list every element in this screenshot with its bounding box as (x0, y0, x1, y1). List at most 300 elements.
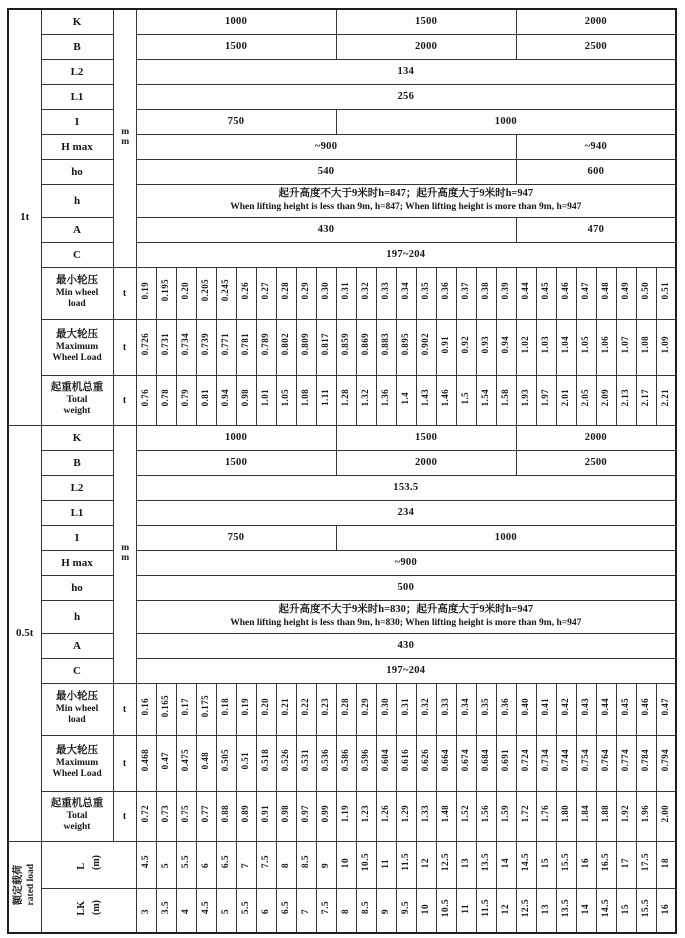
span-L-value: 5.5 (176, 841, 196, 888)
min-wheel-load-value: 0.205 (196, 267, 216, 319)
max-wheel-load-value: 0.771 (216, 319, 236, 375)
min-wheel-load-value: 0.49 (616, 267, 636, 319)
total-weight-value: 0.77 (196, 791, 216, 841)
table-row (8, 84, 676, 109)
span-LK-value: 10 (416, 888, 436, 933)
min-wheel-load-value: 0.48 (596, 267, 616, 319)
span-LK-value: 6.5 (276, 888, 296, 933)
row-label-max-wheel-load: 最大轮压 Maximum Wheel Load (41, 319, 113, 375)
table-row (8, 600, 676, 633)
total-weight-value: 1.28 (336, 375, 356, 425)
row-label-B: B (41, 450, 113, 475)
total-weight-value: 1.32 (356, 375, 376, 425)
max-wheel-load-value: 0.734 (536, 735, 556, 791)
max-wheel-load-value: 0.754 (576, 735, 596, 791)
row-label-L1: L1 (41, 84, 113, 109)
row-label-Hmax: H max (41, 134, 113, 159)
table-row (8, 525, 676, 550)
span-LK-value: 9.5 (396, 888, 416, 933)
span-LK-value: 7 (296, 888, 316, 933)
total-weight-value: 1.33 (416, 791, 436, 841)
dim-I-value: 1000 (336, 109, 676, 134)
row-label-total-weight: 起重机总重 Total weight (41, 791, 113, 841)
total-weight-value: 1.52 (456, 791, 476, 841)
total-weight-value: 1.05 (276, 375, 296, 425)
total-weight-value: 1.4 (396, 375, 416, 425)
max-wheel-load-value: 1.03 (536, 319, 556, 375)
max-wheel-load-value: 0.616 (396, 735, 416, 791)
dim-ho-value: 500 (136, 575, 676, 600)
dim-K-value: 1500 (336, 425, 516, 450)
total-weight-value: 0.99 (316, 791, 336, 841)
span-L-value: 18 (656, 841, 676, 888)
span-L-value: 8.5 (296, 841, 316, 888)
dim-C-value: 197~204 (136, 658, 676, 683)
max-wheel-load-value: 0.596 (356, 735, 376, 791)
max-wheel-load-value: 0.883 (376, 319, 396, 375)
dim-A-value: 430 (136, 217, 516, 242)
unit-t: t (113, 683, 136, 735)
total-weight-value: 1.43 (416, 375, 436, 425)
total-weight-value: 0.72 (136, 791, 156, 841)
total-weight-value: 0.75 (176, 791, 196, 841)
span-L-value: 12.5 (436, 841, 456, 888)
row-label-span-L: L (m) (41, 841, 136, 888)
max-wheel-load-value: 1.02 (516, 319, 536, 375)
max-wheel-load-value: 0.802 (276, 319, 296, 375)
span-LK-value: 15.5 (636, 888, 656, 933)
total-weight-value: 1.46 (436, 375, 456, 425)
dim-K-value: 2000 (516, 425, 676, 450)
lifting-height-note-cn: 起升高度不大于9米时h=830；起升高度大于9米时h=947 (278, 604, 534, 615)
unit-t: t (113, 791, 136, 841)
min-wheel-load-value: 0.19 (236, 683, 256, 735)
row-label-A: A (41, 633, 113, 658)
min-wheel-load-value: 0.28 (276, 267, 296, 319)
row-label-h: h (41, 184, 113, 217)
min-wheel-load-value: 0.34 (456, 683, 476, 735)
max-wheel-load-value: 0.817 (316, 319, 336, 375)
dim-K-value: 1500 (336, 9, 516, 34)
max-wheel-load-value: 0.51 (236, 735, 256, 791)
total-weight-value: 1.72 (516, 791, 536, 841)
lifting-height-note-en: When lifting height is less than 9m, h=830; When lifting height is more than 9m, h=947 (230, 618, 582, 629)
span-L-value: 6.5 (216, 841, 236, 888)
row-label-I: I (41, 525, 113, 550)
dim-C-value: 197~204 (136, 242, 676, 267)
min-wheel-load-value: 0.32 (356, 267, 376, 319)
unit-t: t (113, 319, 136, 375)
table-row (8, 475, 676, 500)
span-LK-value: 14.5 (596, 888, 616, 933)
unit-mm: mm (113, 9, 136, 267)
table-row (8, 888, 676, 933)
min-wheel-load-value: 0.29 (356, 683, 376, 735)
min-wheel-load-value: 0.31 (396, 683, 416, 735)
dim-ho-value: 540 (136, 159, 516, 184)
span-LK-value: 3.5 (156, 888, 176, 933)
span-L-value: 14 (496, 841, 516, 888)
max-wheel-load-value: 0.531 (296, 735, 316, 791)
span-L-value: 6 (196, 841, 216, 888)
max-wheel-load-value: 0.764 (596, 735, 616, 791)
dim-L2-value: 134 (136, 59, 676, 84)
total-weight-value: 1.59 (496, 791, 516, 841)
span-L-value: 17 (616, 841, 636, 888)
min-wheel-load-value: 0.195 (156, 267, 176, 319)
min-wheel-load-value: 0.30 (376, 683, 396, 735)
span-LK-value: 13 (536, 888, 556, 933)
min-wheel-load-value: 0.37 (456, 267, 476, 319)
dim-B-value: 1500 (136, 34, 336, 59)
min-wheel-load-value: 0.175 (196, 683, 216, 735)
row-label-ho: ho (41, 159, 113, 184)
total-weight-value: 1.84 (576, 791, 596, 841)
unit-t: t (113, 735, 136, 791)
row-label-C: C (41, 242, 113, 267)
row-label-I: I (41, 109, 113, 134)
span-L-value: 11 (376, 841, 396, 888)
max-wheel-load-value: 0.475 (176, 735, 196, 791)
min-wheel-load-value: 0.33 (376, 267, 396, 319)
span-LK-value: 3 (136, 888, 156, 933)
dim-I-value: 1000 (336, 525, 676, 550)
span-L-value: 12 (416, 841, 436, 888)
table-row (8, 658, 676, 683)
min-wheel-load-value: 0.16 (136, 683, 156, 735)
min-wheel-load-value: 0.36 (436, 267, 456, 319)
span-LK-value: 11 (456, 888, 476, 933)
total-weight-value: 1.93 (516, 375, 536, 425)
table-row (8, 683, 676, 735)
total-weight-value: 1.01 (256, 375, 276, 425)
unit-t: t (113, 267, 136, 319)
max-wheel-load-value: 0.664 (436, 735, 456, 791)
total-weight-value: 1.54 (476, 375, 496, 425)
table-row (8, 242, 676, 267)
span-L-value: 13.5 (476, 841, 496, 888)
total-weight-value: 1.92 (616, 791, 636, 841)
span-LK-value: 12 (496, 888, 516, 933)
span-LK-value: 16 (656, 888, 676, 933)
min-wheel-load-value: 0.29 (296, 267, 316, 319)
total-weight-value: 1.48 (436, 791, 456, 841)
max-wheel-load-value: 0.526 (276, 735, 296, 791)
min-wheel-load-value: 0.245 (216, 267, 236, 319)
span-L-value: 15.5 (556, 841, 576, 888)
max-wheel-load-value: 0.518 (256, 735, 276, 791)
min-wheel-load-value: 0.30 (316, 267, 336, 319)
total-weight-value: 0.73 (156, 791, 176, 841)
dim-Hmax-value: ~900 (136, 134, 516, 159)
span-LK-value: 11.5 (476, 888, 496, 933)
row-label-K: K (41, 425, 113, 450)
dim-A-value: 470 (516, 217, 676, 242)
min-wheel-load-value: 0.18 (216, 683, 236, 735)
max-wheel-load-value: 1.08 (636, 319, 656, 375)
span-LK-value: 15 (616, 888, 636, 933)
span-LK-value: 4 (176, 888, 196, 933)
min-wheel-load-value: 0.28 (336, 683, 356, 735)
min-wheel-load-value: 0.46 (556, 267, 576, 319)
total-weight-value: 2.05 (576, 375, 596, 425)
total-weight-value: 2.00 (656, 791, 676, 841)
max-wheel-load-value: 0.92 (456, 319, 476, 375)
span-L-value: 10.5 (356, 841, 376, 888)
max-wheel-load-value: 0.784 (636, 735, 656, 791)
total-weight-value: 0.76 (136, 375, 156, 425)
table-row (8, 109, 676, 134)
span-LK-value: 5 (216, 888, 236, 933)
dim-K-value: 1000 (136, 9, 336, 34)
dim-Hmax-value: ~940 (516, 134, 676, 159)
row-label-L2: L2 (41, 475, 113, 500)
total-weight-value: 0.78 (156, 375, 176, 425)
max-wheel-load-value: 0.684 (476, 735, 496, 791)
min-wheel-load-value: 0.38 (476, 267, 496, 319)
rated-load-05t: 0.5t (8, 425, 41, 841)
lifting-height-note-cn: 起升高度不大于9米时h=847；起升高度大于9米时h=947 (278, 188, 534, 199)
span-LK-value: 7.5 (316, 888, 336, 933)
row-label-span-LK: LK (m) (41, 888, 136, 933)
min-wheel-load-value: 0.36 (496, 683, 516, 735)
max-wheel-load-value: 0.739 (196, 319, 216, 375)
max-wheel-load-value: 0.895 (396, 319, 416, 375)
span-L-value: 7 (236, 841, 256, 888)
row-label-max-wheel-load: 最大轮压 Maximum Wheel Load (41, 735, 113, 791)
span-L-value: 4.5 (136, 841, 156, 888)
lifting-height-note (136, 184, 676, 217)
max-wheel-load-value: 0.604 (376, 735, 396, 791)
min-wheel-load-value: 0.45 (616, 683, 636, 735)
total-weight-value: 0.98 (236, 375, 256, 425)
min-wheel-load-value: 0.32 (416, 683, 436, 735)
min-wheel-load-value: 0.35 (476, 683, 496, 735)
table-row (8, 575, 676, 600)
span-LK-value: 5.5 (236, 888, 256, 933)
table-row (8, 159, 676, 184)
total-weight-value: 0.88 (216, 791, 236, 841)
row-label-C: C (41, 658, 113, 683)
rated-load-header: 额定载荷 rated load (8, 841, 41, 933)
span-L-value: 5 (156, 841, 176, 888)
row-label-ho: ho (41, 575, 113, 600)
table-row (8, 735, 676, 791)
table-row (8, 450, 676, 475)
dim-ho-value: 600 (516, 159, 676, 184)
dim-I-value: 750 (136, 109, 336, 134)
total-weight-value: 1.56 (476, 791, 496, 841)
min-wheel-load-value: 0.20 (256, 683, 276, 735)
span-LK-value: 4.5 (196, 888, 216, 933)
total-weight-value: 1.5 (456, 375, 476, 425)
max-wheel-load-value: 0.726 (136, 319, 156, 375)
max-wheel-load-value: 0.794 (656, 735, 676, 791)
span-L-value: 9 (316, 841, 336, 888)
dim-L2-value: 153.5 (136, 475, 676, 500)
max-wheel-load-value: 0.674 (456, 735, 476, 791)
max-wheel-load-value: 1.04 (556, 319, 576, 375)
max-wheel-load-value: 0.91 (436, 319, 456, 375)
span-L-value: 7.5 (256, 841, 276, 888)
max-wheel-load-value: 0.536 (316, 735, 336, 791)
lifting-height-note-en: When lifting height is less than 9m, h=847; When lifting height is more than 9m, h=947 (230, 202, 582, 213)
min-wheel-load-value: 0.42 (556, 683, 576, 735)
total-weight-value: 1.23 (356, 791, 376, 841)
total-weight-value: 2.17 (636, 375, 656, 425)
min-wheel-load-value: 0.46 (636, 683, 656, 735)
dim-Hmax-value: ~900 (136, 550, 676, 575)
row-label-L2: L2 (41, 59, 113, 84)
total-weight-value: 2.09 (596, 375, 616, 425)
total-weight-value: 1.58 (496, 375, 516, 425)
total-weight-value: 1.76 (536, 791, 556, 841)
table-row (8, 184, 676, 217)
max-wheel-load-value: 0.859 (336, 319, 356, 375)
min-wheel-load-value: 0.26 (236, 267, 256, 319)
max-wheel-load-value: 0.626 (416, 735, 436, 791)
total-weight-value: 0.97 (296, 791, 316, 841)
dim-B-value: 1500 (136, 450, 336, 475)
dim-L1-value: 256 (136, 84, 676, 109)
row-label-A: A (41, 217, 113, 242)
dim-K-value: 2000 (516, 9, 676, 34)
total-weight-value: 1.36 (376, 375, 396, 425)
max-wheel-load-value: 0.691 (496, 735, 516, 791)
min-wheel-load-value: 0.44 (516, 267, 536, 319)
min-wheel-load-value: 0.31 (336, 267, 356, 319)
span-LK-value: 8.5 (356, 888, 376, 933)
table-row (8, 134, 676, 159)
dim-B-value: 2500 (516, 450, 676, 475)
total-weight-value: 1.80 (556, 791, 576, 841)
dim-B-value: 2000 (336, 34, 516, 59)
max-wheel-load-value: 0.586 (336, 735, 356, 791)
max-wheel-load-value: 0.94 (496, 319, 516, 375)
max-wheel-load-value: 0.468 (136, 735, 156, 791)
min-wheel-load-value: 0.41 (536, 683, 556, 735)
min-wheel-load-value: 0.51 (656, 267, 676, 319)
table-row (8, 841, 676, 888)
span-LK-value: 10.5 (436, 888, 456, 933)
span-L-value: 8 (276, 841, 296, 888)
min-wheel-load-value: 0.45 (536, 267, 556, 319)
dim-A-value: 430 (136, 633, 676, 658)
min-wheel-load-value: 0.165 (156, 683, 176, 735)
total-weight-value: 1.19 (336, 791, 356, 841)
max-wheel-load-value: 1.09 (656, 319, 676, 375)
min-wheel-load-value: 0.39 (496, 267, 516, 319)
row-label-min-wheel-load: 最小轮压 Min wheel load (41, 267, 113, 319)
min-wheel-load-value: 0.20 (176, 267, 196, 319)
table-row (8, 319, 676, 375)
min-wheel-load-value: 0.40 (516, 683, 536, 735)
row-label-Hmax: H max (41, 550, 113, 575)
dim-I-value: 750 (136, 525, 336, 550)
span-LK-value: 12.5 (516, 888, 536, 933)
table-row (8, 500, 676, 525)
dim-B-value: 2000 (336, 450, 516, 475)
total-weight-value: 1.11 (316, 375, 336, 425)
min-wheel-load-value: 0.22 (296, 683, 316, 735)
total-weight-value: 1.97 (536, 375, 556, 425)
min-wheel-load-value: 0.17 (176, 683, 196, 735)
total-weight-value: 0.89 (236, 791, 256, 841)
row-label-B: B (41, 34, 113, 59)
max-wheel-load-value: 0.48 (196, 735, 216, 791)
unit-t: t (113, 375, 136, 425)
crane-spec-table (7, 8, 677, 934)
total-weight-value: 1.26 (376, 791, 396, 841)
total-weight-value: 1.29 (396, 791, 416, 841)
max-wheel-load-value: 0.93 (476, 319, 496, 375)
max-wheel-load-value: 0.809 (296, 319, 316, 375)
total-weight-value: 0.94 (216, 375, 236, 425)
row-label-min-wheel-load: 最小轮压 Min wheel load (41, 683, 113, 735)
total-weight-value: 1.88 (596, 791, 616, 841)
table-row (8, 375, 676, 425)
span-L-value: 13 (456, 841, 476, 888)
dim-B-value: 2500 (516, 34, 676, 59)
span-L-value: 15 (536, 841, 556, 888)
max-wheel-load-value: 0.505 (216, 735, 236, 791)
span-L-value: 17.5 (636, 841, 656, 888)
max-wheel-load-value: 0.731 (156, 319, 176, 375)
max-wheel-load-value: 0.869 (356, 319, 376, 375)
total-weight-value: 2.21 (656, 375, 676, 425)
total-weight-value: 2.01 (556, 375, 576, 425)
max-wheel-load-value: 1.06 (596, 319, 616, 375)
total-weight-value: 1.96 (636, 791, 656, 841)
max-wheel-load-value: 0.724 (516, 735, 536, 791)
table-row (8, 425, 676, 450)
max-wheel-load-value: 1.05 (576, 319, 596, 375)
max-wheel-load-value: 0.781 (236, 319, 256, 375)
total-weight-value: 0.98 (276, 791, 296, 841)
max-wheel-load-value: 0.744 (556, 735, 576, 791)
unit-mm: mm (113, 425, 136, 683)
span-L-value: 10 (336, 841, 356, 888)
min-wheel-load-value: 0.44 (596, 683, 616, 735)
span-L-value: 14.5 (516, 841, 536, 888)
table-row (8, 34, 676, 59)
min-wheel-load-value: 0.43 (576, 683, 596, 735)
total-weight-value: 2.13 (616, 375, 636, 425)
span-LK-value: 14 (576, 888, 596, 933)
table-row (8, 550, 676, 575)
row-label-total-weight: 起重机总重 Total weight (41, 375, 113, 425)
total-weight-value: 1.08 (296, 375, 316, 425)
min-wheel-load-value: 0.27 (256, 267, 276, 319)
table-row (8, 633, 676, 658)
table-row (8, 217, 676, 242)
total-weight-value: 0.91 (256, 791, 276, 841)
span-LK-value: 8 (336, 888, 356, 933)
dim-K-value: 1000 (136, 425, 336, 450)
min-wheel-load-value: 0.50 (636, 267, 656, 319)
max-wheel-load-value: 1.07 (616, 319, 636, 375)
max-wheel-load-value: 0.47 (156, 735, 176, 791)
rated-load-1t: 1t (8, 9, 41, 425)
min-wheel-load-value: 0.19 (136, 267, 156, 319)
min-wheel-load-value: 0.35 (416, 267, 436, 319)
span-LK-value: 9 (376, 888, 396, 933)
min-wheel-load-value: 0.21 (276, 683, 296, 735)
total-weight-value: 0.81 (196, 375, 216, 425)
max-wheel-load-value: 0.789 (256, 319, 276, 375)
table-row (8, 267, 676, 319)
span-LK-value: 6 (256, 888, 276, 933)
